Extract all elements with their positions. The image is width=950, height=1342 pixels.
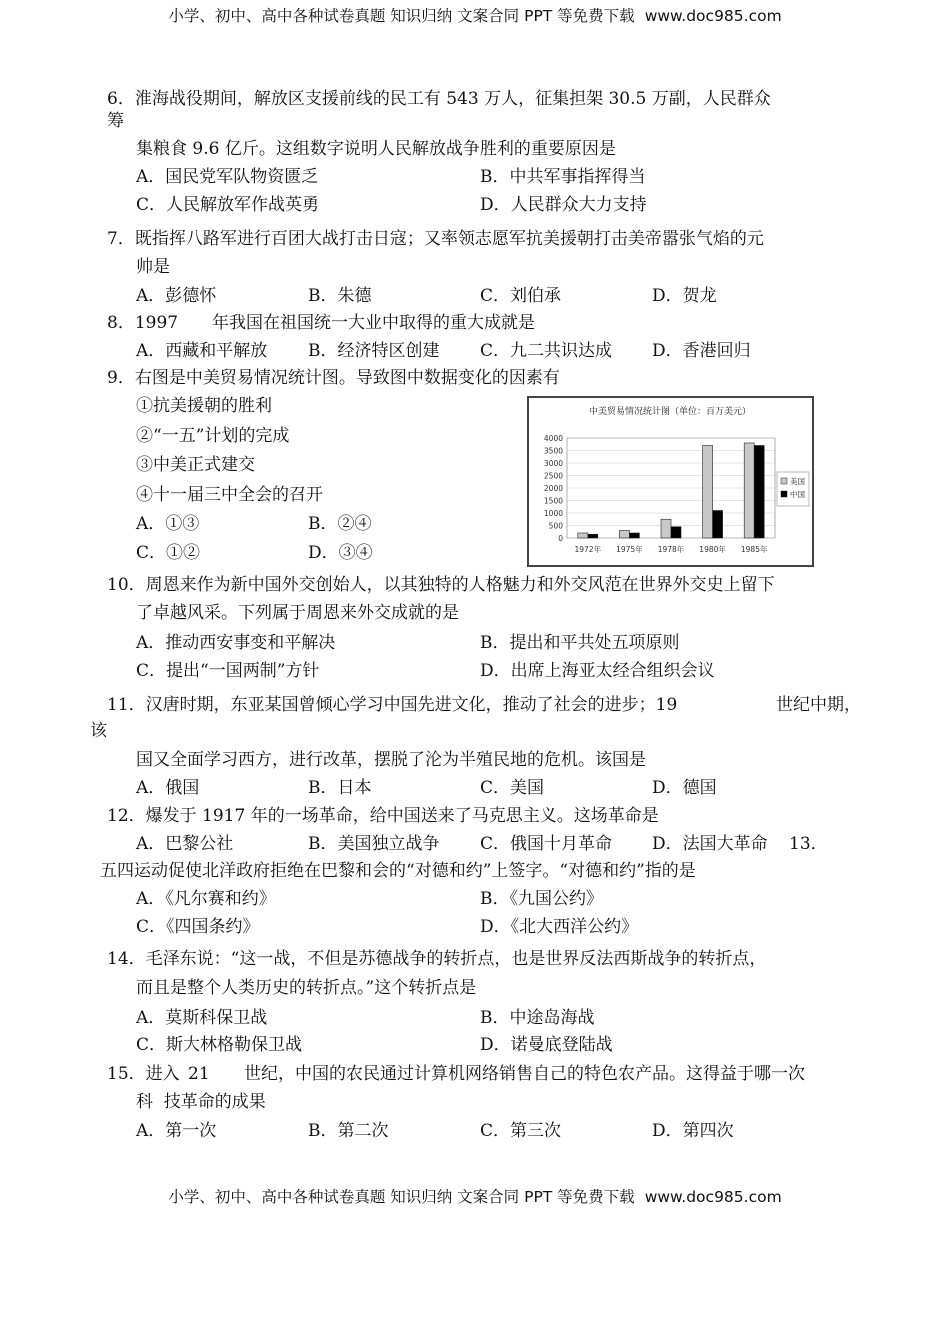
y-tick-label: 3000 <box>543 459 563 468</box>
bar-china-2 <box>671 527 681 538</box>
q8-stem-text: 年我国在祖国统一大业中取得的重大成就是 <box>212 313 535 333</box>
chart-legend <box>777 472 809 506</box>
q11-option-a: A．俄国 <box>136 778 200 798</box>
q9-stem: 9．右图是中美贸易情况统计图。导致图中数据变化的因素有 <box>107 368 560 388</box>
q9-factor-4: ④十一届三中全会的召开 <box>136 485 323 505</box>
x-tick-label: 1978年 <box>657 545 685 554</box>
y-tick-label: 1000 <box>543 509 563 518</box>
q9-option-d: D．③④ <box>308 543 373 563</box>
legend-swatch <box>781 491 787 497</box>
q15-option-d: D．第四次 <box>652 1121 734 1141</box>
bar-us-4 <box>744 443 754 538</box>
y-tick-label: 0 <box>558 534 563 543</box>
y-tick-label: 3500 <box>543 446 563 456</box>
q8-option-d: D．香港回归 <box>652 341 751 361</box>
chart-title: 中美贸易情况统计图（单位：百万美元） <box>588 407 752 417</box>
x-tick-label: 1980年 <box>699 545 726 554</box>
q14-stem-line1: 14．毛泽东说：“这一战，不但是苏德战争的转折点，也是世界反法西斯战争的转折点， <box>107 949 767 969</box>
legend-label: 美国 <box>790 477 805 486</box>
y-tick-label: 500 <box>548 521 563 531</box>
bar-us-0 <box>578 533 588 538</box>
trade-chart-svg <box>529 398 812 565</box>
q9-option-a: A．①③ <box>136 514 200 534</box>
bar-us-2 <box>661 519 671 538</box>
q13-option-c: C．《四国条约》 <box>136 917 260 937</box>
chart-x-axis <box>575 544 768 554</box>
q10-option-a: A．推动西安事变和平解决 <box>136 633 336 653</box>
q7-stem-line2: 帅是 <box>136 257 170 277</box>
q11-option-c: C．美国 <box>480 778 545 798</box>
q13-option-b: B．《九国公约》 <box>480 889 603 909</box>
trade-chart <box>527 396 814 567</box>
legend-swatch <box>781 478 787 484</box>
q7-option-b: B．朱德 <box>308 286 372 306</box>
q11-option-d: D．德国 <box>652 778 717 798</box>
q9-factor-2: ②“一五”计划的完成 <box>136 426 290 446</box>
page-footer <box>0 1185 950 1207</box>
q11-stem-line2: 该 <box>90 721 107 741</box>
q8-option-a: A．西藏和平解放 <box>136 341 268 361</box>
q9-factor-1: ①抗美援朝的胜利 <box>136 396 272 416</box>
bar-us-1 <box>619 531 629 539</box>
q13-option-a: A．《凡尔赛和约》 <box>136 889 276 909</box>
x-tick-label: 1972年 <box>574 545 602 554</box>
x-tick-label: 1975年 <box>616 545 643 554</box>
y-tick-label: 2500 <box>543 471 563 481</box>
chart-y-axis <box>544 434 563 543</box>
q14-option-d: D．诺曼底登陆战 <box>480 1035 613 1055</box>
q11-option-b: B．日本 <box>308 778 372 798</box>
bar-china-0 <box>588 534 598 538</box>
q11-stem-line3: 国又全面学习西方，进行改革，摆脱了沦为半殖民地的危机。该国是 <box>136 750 646 770</box>
q15-option-b: B．第二次 <box>308 1121 389 1141</box>
q14-option-c: C．斯大林格勒保卫战 <box>136 1035 303 1055</box>
q6-stem-line3: 集粮食 9.6 亿斤。这组数字说明人民解放战争胜利的重要原因是 <box>136 139 616 159</box>
y-tick-label: 2000 <box>543 484 563 493</box>
q15-option-a: A．第一次 <box>136 1121 217 1141</box>
bar-china-4 <box>754 446 764 539</box>
q10-option-d: D．出席上海亚太经合组织会议 <box>480 661 715 681</box>
q15-stem-year: 21 <box>188 1064 210 1084</box>
q10-stem-line1: 10．周恩来作为新中国外交创始人，以其独特的人格魅力和外交风范在世界外交史上留下 <box>107 575 775 595</box>
bar-china-3 <box>713 511 723 539</box>
q10-option-b: B．提出和平共处五项原则 <box>480 633 680 653</box>
q15-stem-text: 世纪，中国的农民通过计算机网络销售自己的特色农产品。这得益于哪一次 <box>244 1064 805 1084</box>
bar-us-3 <box>703 446 713 539</box>
page-header <box>0 4 950 26</box>
q13-stem: 五四运动促使北洋政府拒绝在巴黎和会的“对德和约”上签字。“对德和约”指的是 <box>100 861 696 881</box>
q6-stem-line1: 6．淮海战役期间，解放区支援前线的民工有 543 万人，征集担架 30.5 万副，人民群众 <box>107 89 771 109</box>
q6-option-c: C．人民解放军作战英勇 <box>136 195 320 215</box>
q9-option-b: B．②④ <box>308 514 372 534</box>
q15-stem-start: 15．进入 <box>107 1064 180 1084</box>
q12-option-a: A．巴黎公社 <box>136 834 234 854</box>
q9-option-c: C．①② <box>136 543 201 563</box>
q11-stem-line1b: 世纪中期， <box>776 695 861 715</box>
q8-stem-number: 8．1997 <box>107 313 179 333</box>
q7-option-a: A．彭德怀 <box>136 286 217 306</box>
q15-option-c: C．第三次 <box>480 1121 562 1141</box>
q12-stem: 12．爆发于 1917 年的一场革命，给中国送来了马克思主义。这场革命是 <box>107 806 659 826</box>
q11-stem-line1a: 11．汉唐时期，东亚某国曾倾心学习中国先进文化，推动了社会的进步；19 <box>107 695 678 715</box>
q10-stem-line2: 了卓越风采。下列属于周恩来外交成就的是 <box>136 603 459 623</box>
q6-option-b: B．中共军事指挥得当 <box>480 167 646 187</box>
q8-option-c: C．九二共识达成 <box>480 341 613 361</box>
q15-stem-line2: 科 技革命的成果 <box>136 1092 266 1112</box>
footer-url[interactable]: www.doc985.com <box>644 1188 782 1206</box>
q12-option-d: D．法国大革命 <box>652 834 768 854</box>
q7-option-c: C．刘伯承 <box>480 286 562 306</box>
q6-option-a: A．国民党军队物资匮乏 <box>136 167 319 187</box>
q14-option-a: A．莫斯科保卫战 <box>136 1008 268 1028</box>
q10-option-c: C．提出“一国两制”方针 <box>136 661 320 681</box>
q12-option-c: C．俄国十月革命 <box>480 834 613 854</box>
q6-stem-line2: 筹 <box>107 111 124 131</box>
q6-option-d: D．人民群众大力支持 <box>480 195 647 215</box>
header-text: 小学、初中、高中各种试卷真题 知识归纳 文案合同 PPT 等免费下载 <box>168 7 635 25</box>
legend-label: 中国 <box>790 490 805 499</box>
y-tick-label: 4000 <box>543 434 563 443</box>
header-url[interactable]: www.doc985.com <box>644 7 782 25</box>
q9-factor-3: ③中美正式建交 <box>136 455 255 475</box>
q7-option-d: D．贺龙 <box>652 286 717 306</box>
q14-option-b: B．中途岛海战 <box>480 1008 595 1028</box>
chart-bars <box>578 443 764 538</box>
q8-option-b: B．经济特区创建 <box>308 341 440 361</box>
q13-option-d: D．《北大西洋公约》 <box>480 917 639 937</box>
bar-china-1 <box>629 533 639 538</box>
q13-number: 13． <box>789 834 828 854</box>
y-tick-label: 1500 <box>543 496 563 506</box>
x-tick-label: 1985年 <box>740 545 768 554</box>
q7-stem-line1: 7．既指挥八路军进行百团大战打击日寇；又率领志愿军抗美援朝打击美帝嚣张气焰的元 <box>107 229 764 249</box>
footer-text: 小学、初中、高中各种试卷真题 知识归纳 文案合同 PPT 等免费下载 <box>168 1188 635 1206</box>
q12-option-b: B．美国独立战争 <box>308 834 440 854</box>
q14-stem-line2: 而且是整个人类历史的转折点。”这个转折点是 <box>136 978 477 998</box>
